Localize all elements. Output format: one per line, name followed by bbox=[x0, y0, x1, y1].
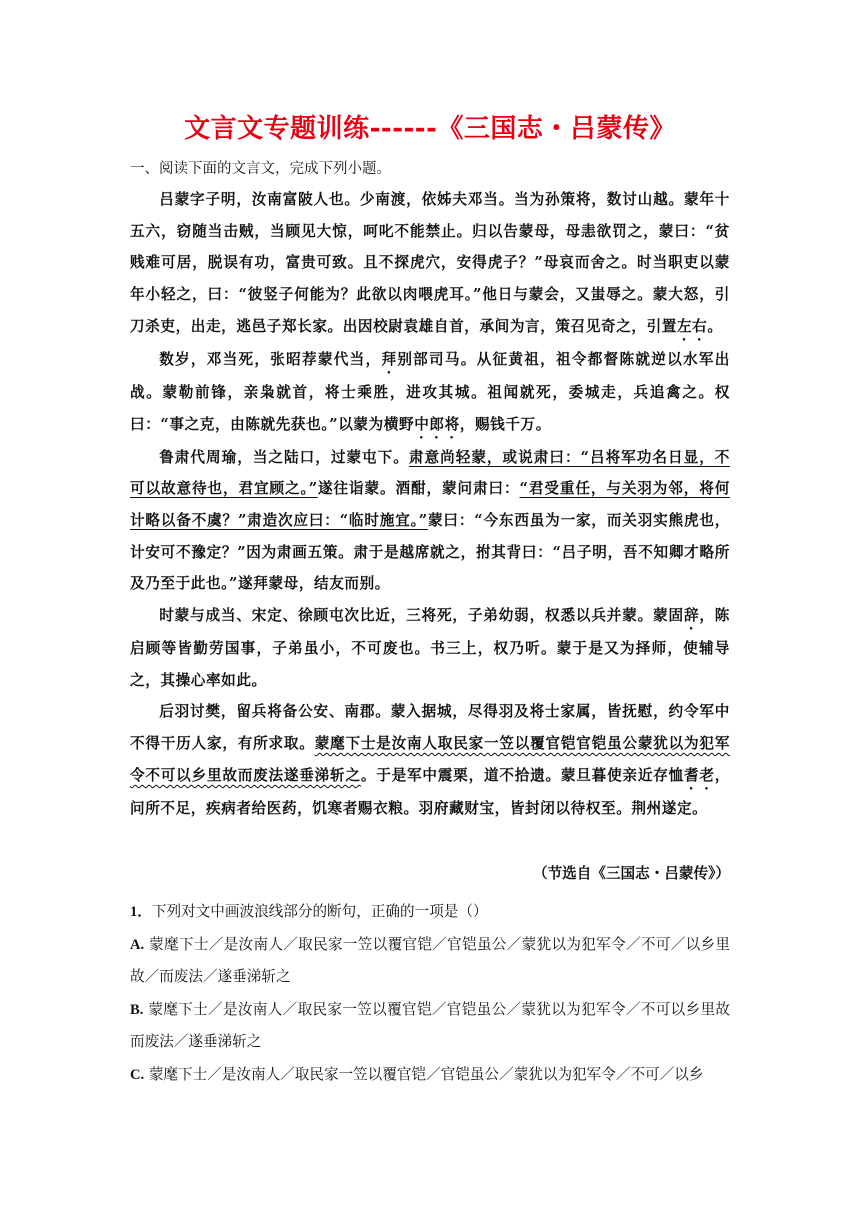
option-a[interactable] bbox=[130, 929, 730, 994]
question-number: 1． bbox=[130, 904, 152, 920]
section-heading: 一、阅读下面的文言文，完成下列小题。 bbox=[130, 161, 391, 177]
option-text: 蒙麾下士／是汝南人／取民家一笠以覆官铠／官铠虽公／蒙犹以为犯军令／不可／以乡里故／而废法／遂垂涕斩之 bbox=[130, 935, 730, 985]
dotted-term-zhonglangjiang: 中郎将 bbox=[414, 415, 460, 433]
question-1 bbox=[130, 896, 730, 1091]
option-text: 蒙麾下士／是汝南人／取民家一笠以覆官铠／官铠虽公／蒙犹以为犯军令／不可以乡里故而废法／遂垂涕斩之 bbox=[130, 1000, 730, 1050]
option-label: C. bbox=[130, 1066, 145, 1083]
passage-paragraph-2: 数岁，邓当死，张昭荐蒙代当，拜别部司马。从征黄祖，祖令都督陈就逆以水军出战。蒙勒前锋，亲枭就首，将士乘胜，进攻其城。祖闻就死，委城走，兵追禽之。权曰：“事之克，由陈就先获也。”以蒙为横野中郎将，赐钱千万。 bbox=[130, 350, 730, 433]
wavy-underlined-sentence: 蒙麾下士是汝南人取民家一笠以覆官铠官铠虽公蒙犹以为犯军令不可以乡里故而废法遂垂涕斩之 bbox=[130, 735, 731, 784]
passage-paragraph-1: 吕蒙字子明，汝南富陂人也。少南渡，依姊夫邓当。当为孙策将，数讨山越。蒙年十五六，窃随当击贼，当顾见大惊，呵叱不能禁止。归以告蒙母，母恚欲罚之，蒙曰：“贫贱难可居，脱误有功，富贵可致。且不探虎穴，安得虎子？”母哀而舍之。时当职吏以蒙年小轻之，曰：“彼竖子何能为？此欲以肉喂虎耳。”他日与蒙会，又蚩辱之。蒙大怒，引刀杀吏，出走，逃邑子郑长家。出因校尉袁雄自首，承间为言，策召见奇之，引置左右。 bbox=[130, 191, 730, 335]
question-stem: 1．下列对文中画波浪线部分的断句，正确的一项是（） bbox=[130, 903, 488, 920]
passage-paragraph-5: 后羽讨樊，留兵将备公安、南郡。蒙入据城，尽得羽及将士家属，皆抚慰，约令军中不得干历人家，有所求取。蒙麾下士是汝南人取民家一笠以覆官铠官铠虽公蒙犹以为犯军令不可以乡里故而废法遂垂涕斩之。于是军中震栗，道不拾遗。蒙旦暮使亲近存恤耆老，问所不足，疾病者给医药，饥寒者赐衣粮。羽府藏财宝，皆封闭以待权至。荆州遂定。 bbox=[130, 703, 731, 817]
dotted-term-bai: 拜 bbox=[381, 350, 398, 368]
document-title: 文言文专题训练------《三国志・吕蒙传》 bbox=[184, 114, 676, 144]
source-citation: （节选自《三国志・吕蒙传》） bbox=[532, 865, 730, 882]
option-c[interactable] bbox=[130, 1059, 730, 1092]
option-label: B. bbox=[130, 1001, 144, 1018]
dotted-term-ci: 辞 bbox=[683, 607, 700, 625]
underlined-sentence-2: “君受重任，与关羽为邻，将何计略以备不虞？”肃造次应曰：“临时施宜。” bbox=[130, 480, 731, 529]
classical-passage bbox=[130, 184, 730, 825]
underlined-sentence-1: 肃意尚轻蒙，或说肃曰：“吕将军功名日显，不可以故意待也，君宜顾之。” bbox=[130, 448, 730, 498]
option-b[interactable] bbox=[130, 994, 730, 1059]
passage-paragraph-3: 鲁肃代周瑜，当之陆口，过蒙屯下。肃意尚轻蒙，或说肃曰：“吕将军功名日显，不可以故意待也，君宜顾之。”遂往诣蒙。酒酣，蒙问肃曰：“君受重任，与关羽为邻，将何计略以备不虞？”肃造次应曰：“临时施宜。”蒙曰：“今东西虽为一家，而关羽实熊虎也，计安可不豫定？”因为肃画五策。肃于是越席就之，拊其背曰：“吕子明，吾不知卿才略所及乃至于此也。”遂拜蒙母，结友而别。 bbox=[130, 448, 731, 593]
passage-paragraph-4: 时蒙与成当、宋定、徐顾屯次比近，三将死，子弟幼弱，权悉以兵并蒙。蒙固辞，陈启顾等皆勤劳国事，子弟虽小，不可废也。书三上，权乃听。蒙于是又为择师，使辅导之，其操心率如此。 bbox=[130, 607, 731, 689]
dotted-term-qilao: 耆老 bbox=[684, 766, 715, 784]
dotted-term-zuoyou: 左右 bbox=[676, 317, 708, 335]
option-label: A. bbox=[130, 936, 145, 953]
option-text: 蒙麾下士／是汝南人／取民家一笠以覆官铠／官铠虽公／蒙犹以为犯军令／不可／以乡 bbox=[144, 1065, 704, 1083]
